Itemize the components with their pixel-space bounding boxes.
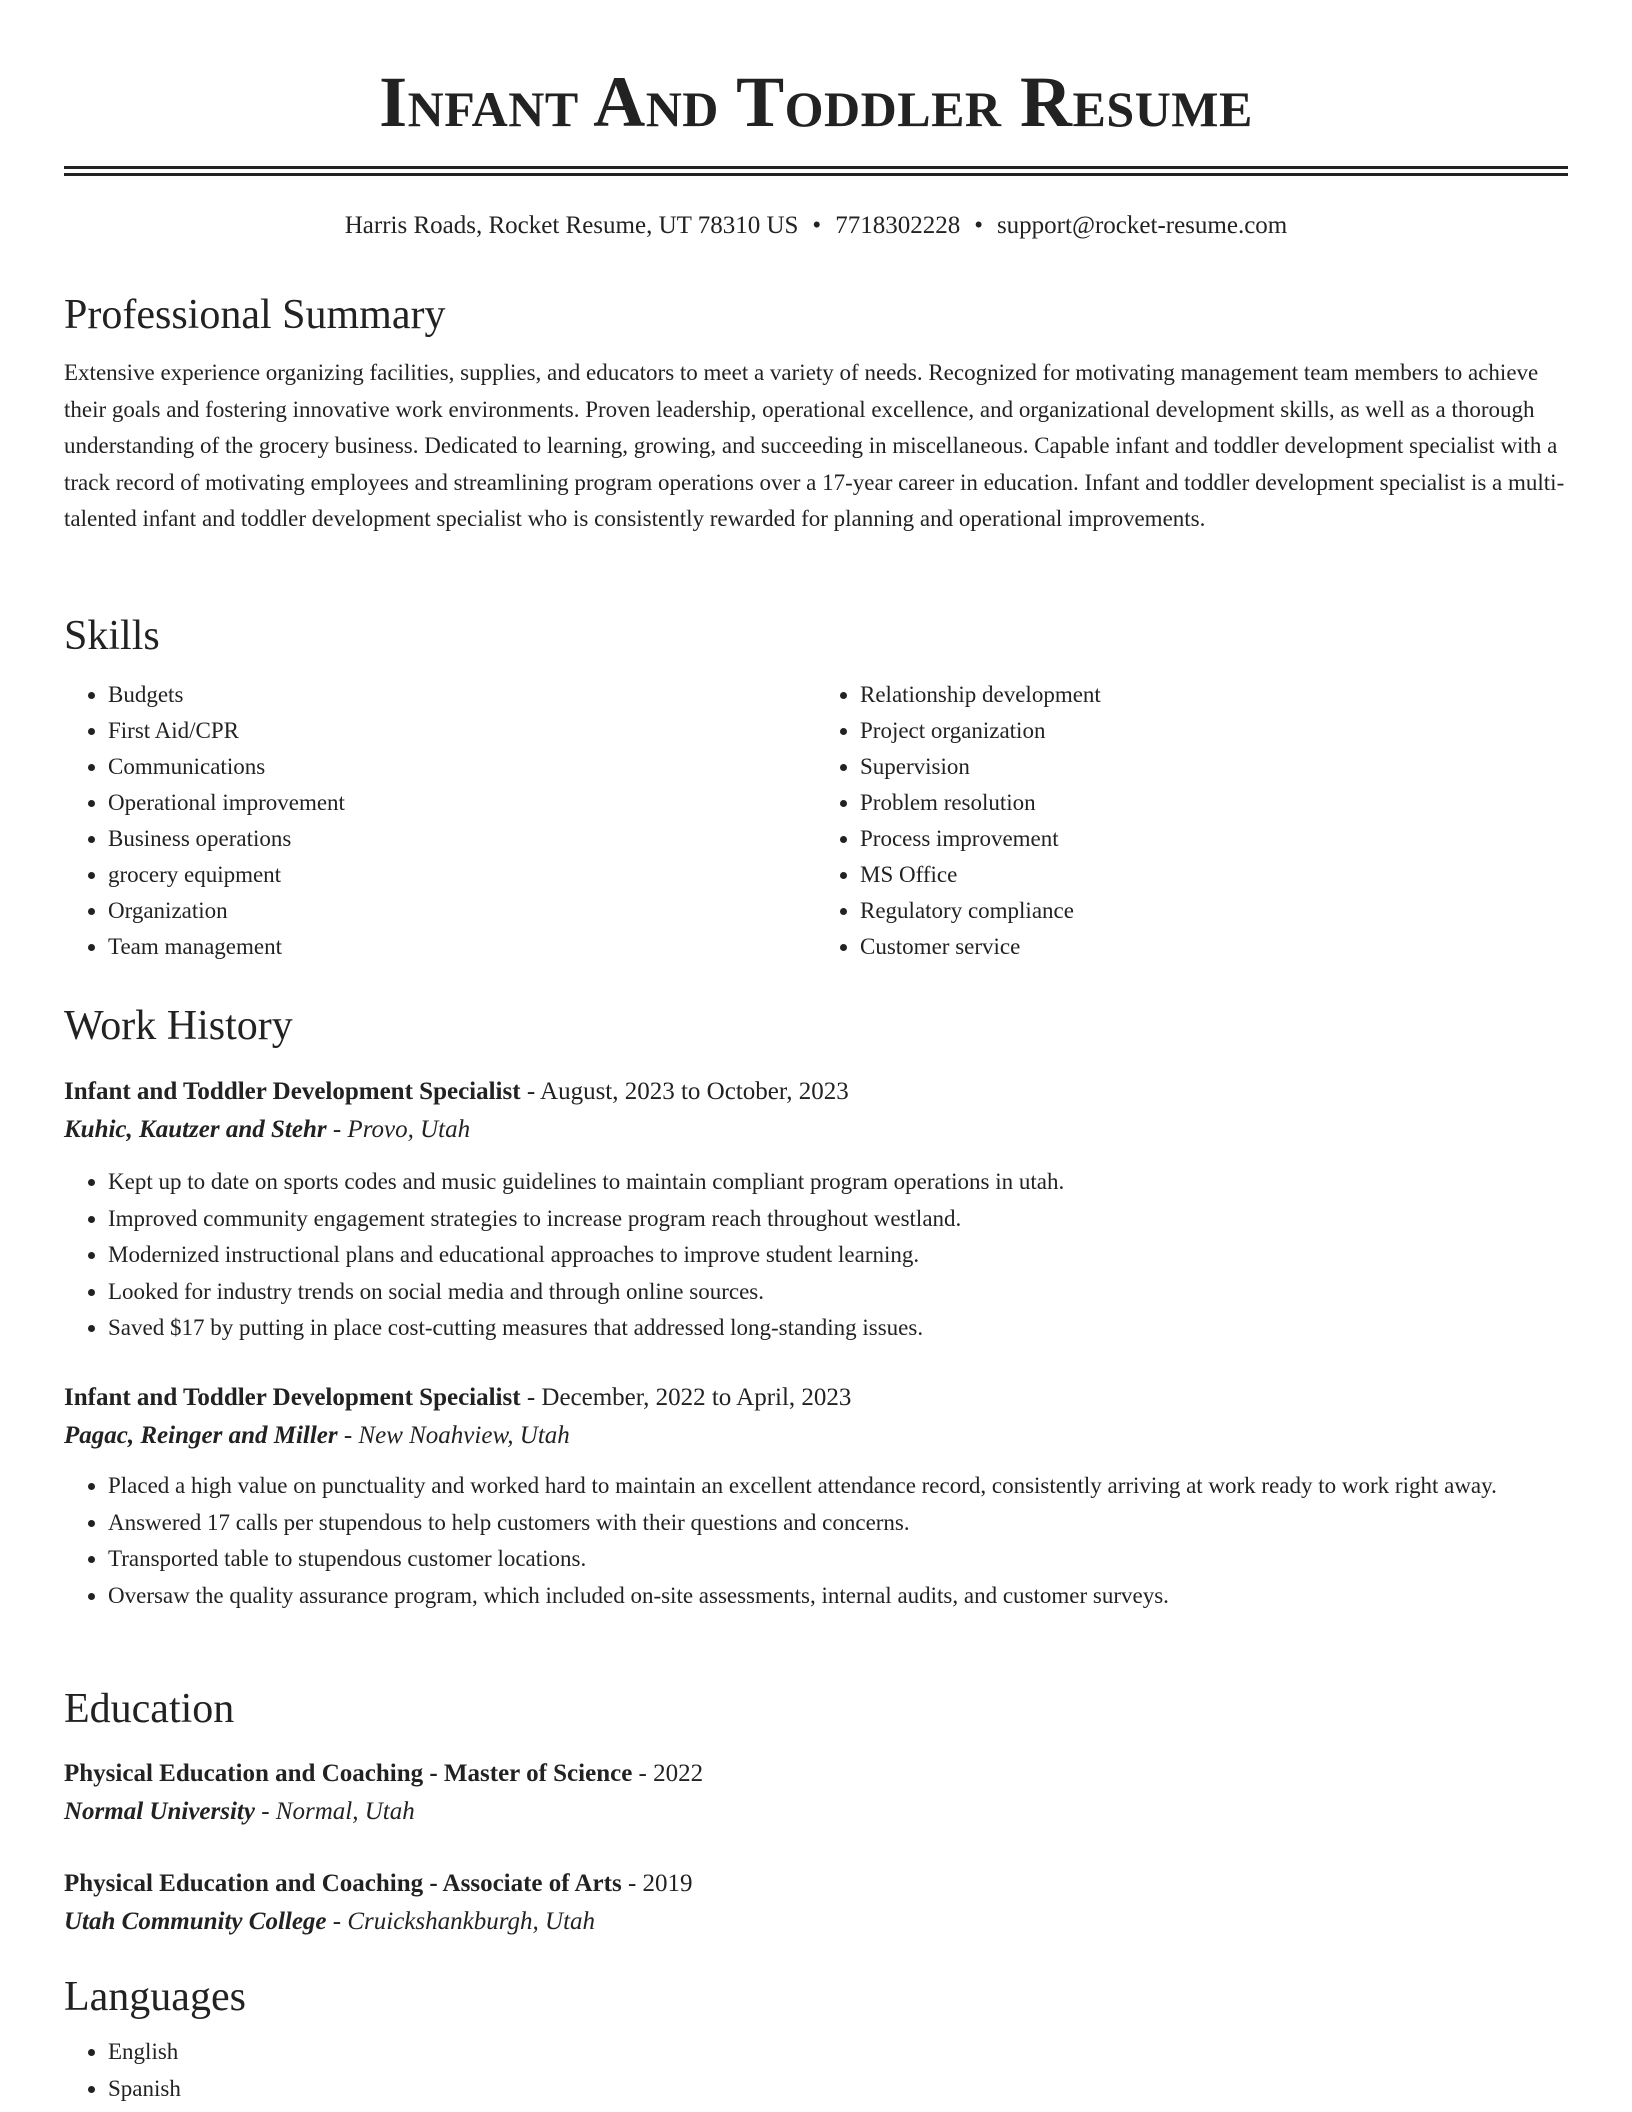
work-history-section xyxy=(64,1001,1568,1051)
work-history-heading: Work History xyxy=(64,1003,293,1049)
education-location: - Cruickshankburgh, Utah xyxy=(326,1908,596,1935)
contact-separator: • xyxy=(974,212,983,239)
education-degree-line xyxy=(64,1756,1568,1792)
job-location: - New Noahview, Utah xyxy=(337,1422,570,1449)
job-company: Pagac, Reinger and Miller xyxy=(64,1422,338,1449)
job-bullet: • Looked for industry trends on social media and through online sources. xyxy=(108,1274,1568,1311)
education-section xyxy=(64,1684,1568,1734)
languages-list xyxy=(64,2034,1568,2107)
contact-address: Harris Roads, Rocket Resume, UT 78310 US xyxy=(344,212,799,239)
skill-item: • Business operations xyxy=(108,821,816,857)
summary-section xyxy=(64,290,1568,538)
education-school: Utah Community College xyxy=(64,1908,327,1935)
job-dates: - December, 2022 to April, 2023 xyxy=(520,1384,852,1411)
skills-list-right xyxy=(816,677,1568,965)
job-entry xyxy=(64,1074,1568,1347)
job-title: Infant and Toddler Development Specialist xyxy=(64,1384,521,1411)
job-bullet: • Placed a high value on punctuality and worked hard to maintain an excellent attendance record, consistently arriving at work ready to work right away. xyxy=(108,1468,1568,1505)
skill-item: • Operational improvement xyxy=(108,785,816,821)
job-company: Kuhic, Kautzer and Stehr xyxy=(64,1116,327,1143)
skill-item: • MS Office xyxy=(860,857,1568,893)
education-year: - 2019 xyxy=(621,1870,693,1897)
skill-item: • Team management xyxy=(108,929,816,965)
job-dates: - August, 2023 to October, 2023 xyxy=(520,1078,849,1105)
skills-grid xyxy=(64,677,1568,965)
education-location: - Normal, Utah xyxy=(254,1798,415,1825)
education-heading: Education xyxy=(64,1686,235,1732)
job-bullet: • Kept up to date on sports codes and music guidelines to maintain compliant program operations in utah. xyxy=(108,1164,1568,1201)
languages-section xyxy=(64,1972,1568,2107)
job-location: - Provo, Utah xyxy=(326,1116,471,1143)
skill-item: • Budgets xyxy=(108,677,816,713)
skill-item: • Supervision xyxy=(860,749,1568,785)
contact-line xyxy=(64,210,1568,242)
skills-section xyxy=(64,611,1568,965)
job-title-line xyxy=(64,1380,1568,1416)
skills-heading: Skills xyxy=(64,613,160,659)
contact-email: support@rocket-resume.com xyxy=(996,212,1288,239)
job-title: Infant and Toddler Development Specialist xyxy=(64,1078,521,1105)
education-entry xyxy=(64,1756,1568,1830)
skill-item: • Project organization xyxy=(860,713,1568,749)
languages-heading: Languages xyxy=(64,1974,246,2020)
job-bullet: • Improved community engagement strategies to increase program reach throughout westland. xyxy=(108,1201,1568,1238)
education-school-line xyxy=(64,1794,1568,1830)
resume-page xyxy=(64,0,1568,2101)
contact-phone: 7718302228 xyxy=(835,212,961,239)
job-bullet: • Oversaw the quality assurance program, which included on-site assessments, internal audits, and customer surveys. xyxy=(108,1578,1568,1615)
education-degree: Physical Education and Coaching - Master of Science xyxy=(64,1760,633,1787)
contact-separator: • xyxy=(812,212,822,239)
job-bullet: • Answered 17 calls per stupendous to help customers with their questions and concerns. xyxy=(108,1505,1568,1542)
language-item: • Spanish xyxy=(108,2071,1568,2108)
education-school-line xyxy=(64,1904,1568,1940)
job-title-line xyxy=(64,1074,1568,1110)
skills-list-left xyxy=(64,677,816,965)
resume-title: Infant And Toddler Resume xyxy=(379,62,1253,142)
job-bullet: • Saved $17 by putting in place cost-cutting measures that addressed long-standing issues. xyxy=(108,1310,1568,1347)
skill-item: • Regulatory compliance xyxy=(860,893,1568,929)
skill-item: • Customer service xyxy=(860,929,1568,965)
header-divider xyxy=(64,166,1568,176)
education-year: - 2022 xyxy=(632,1760,704,1787)
language-item: • English xyxy=(108,2034,1568,2071)
skill-item: • Relationship development xyxy=(860,677,1568,713)
skill-item: • grocery equipment xyxy=(108,857,816,893)
job-bullet: • Modernized instructional plans and educational approaches to improve student learning. xyxy=(108,1237,1568,1274)
education-school: Normal University xyxy=(64,1798,255,1825)
skill-item: • Problem resolution xyxy=(860,785,1568,821)
education-degree: Physical Education and Coaching - Associate of Arts xyxy=(64,1870,622,1897)
skill-item: • First Aid/CPR xyxy=(108,713,816,749)
summary-heading: Professional Summary xyxy=(64,292,446,338)
education-entry xyxy=(64,1866,1568,1940)
job-bullets xyxy=(64,1468,1568,1614)
job-bullets xyxy=(64,1164,1568,1347)
job-entry xyxy=(64,1380,1568,1614)
job-bullet: • Transported table to stupendous customer locations. xyxy=(108,1541,1568,1578)
skill-item: • Communications xyxy=(108,749,816,785)
skill-item: • Organization xyxy=(108,893,816,929)
job-company-line xyxy=(64,1418,1568,1454)
summary-text: Extensive experience organizing facilities, supplies, and educators to meet a variety of needs. Recognized for motivating management team members to achieve their goals and fostering innovative work environments. Proven leadership, operational excellence, and organizational development skills, as well as a thorough understanding of the grocery business. Dedicated to learning, growing, and succeeding in miscellaneous. Capable infant and toddler development specialist with a track record of motivating employees and streamlining program operations over a 17-year career in education. Infant and toddler development specialist is a multi-talented infant and toddler development specialist who is consistently rewarded for planning and operational improvements. xyxy=(64,360,1565,531)
job-company-line xyxy=(64,1112,1568,1148)
education-degree-line xyxy=(64,1866,1568,1902)
skill-item: • Process improvement xyxy=(860,821,1568,857)
